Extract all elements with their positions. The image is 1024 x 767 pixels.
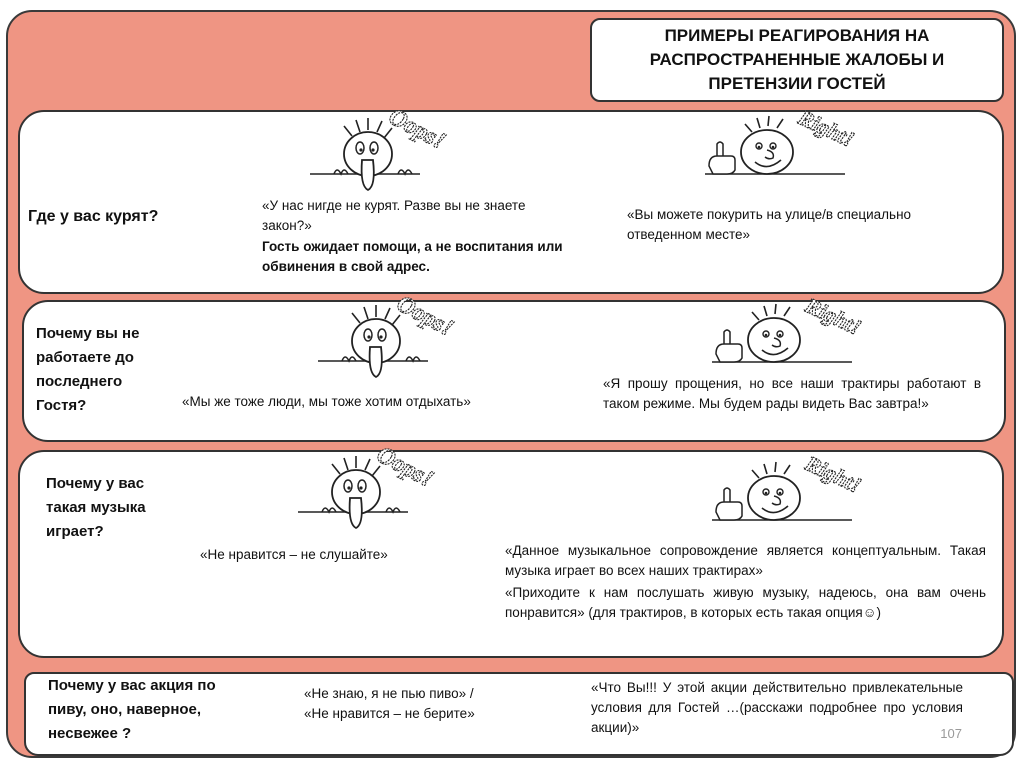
question-2: Почему вы не работаете до последнего Гостя? — [36, 325, 140, 414]
oops-doodle-2 — [318, 305, 468, 395]
question-3: Почему у вас такая музыка играет? — [46, 475, 146, 540]
question-1: Где у вас курят? — [28, 208, 159, 225]
right-answer-3a: «Данное музыкальное сопровождение является концептуальным. Такая музыка играет во всех наших трактирах» — [505, 543, 986, 578]
oops-doodle-1 — [310, 118, 460, 208]
page-number: 107 — [940, 726, 962, 741]
question-4: Почему у вас акция по пиву, оно, наверное, несвежее ? — [48, 677, 216, 742]
slide-title: ПРИМЕРЫ РЕАГИРОВАНИЯ НА РАСПРОСТРАНЕННЫЕ ЖАЛОБЫ И ПРЕТЕНЗИИ ГОСТЕЙ — [590, 18, 1004, 102]
right-doodle-2 — [712, 304, 882, 384]
oops-doodle-3 — [298, 456, 448, 546]
right-answer-4: «Что Вы!!! У этой акции действительно привлекательные условия для Гостей …(расскажи подробнее про условия акции)» — [591, 680, 963, 735]
right-answer-1: «Вы можете покурить на улице/в специально отведенном месте» — [627, 207, 912, 242]
wrong-answer-2: «Мы же тоже люди, мы тоже хотим отдыхать» — [182, 394, 471, 409]
wrong-answer-4: «Не знаю, я не пью пиво» / «Не нравится – не берите» — [304, 686, 475, 721]
wrong-answer-1: «У нас нигде не курят. Разве вы не знаете закон?» — [262, 198, 526, 233]
wrong-answer-3: «Не нравится – не слушайте» — [200, 547, 388, 562]
right-doodle-3 — [712, 462, 882, 542]
wrong-note-1: Гость ожидает помощи, а не воспитания или обвинения в свой адрес. — [262, 239, 563, 274]
right-answer-2: «Я прошу прощения, но все наши трактиры работают в таком режиме. Мы будем рады видеть Вас завтра!» — [603, 376, 981, 411]
right-answer-3b: «Приходите к нам послушать живую музыку, надеюсь, она вам очень понравится» (для трактиров, в которых есть такая опция☺) — [505, 585, 986, 620]
right-doodle-1 — [705, 116, 875, 196]
